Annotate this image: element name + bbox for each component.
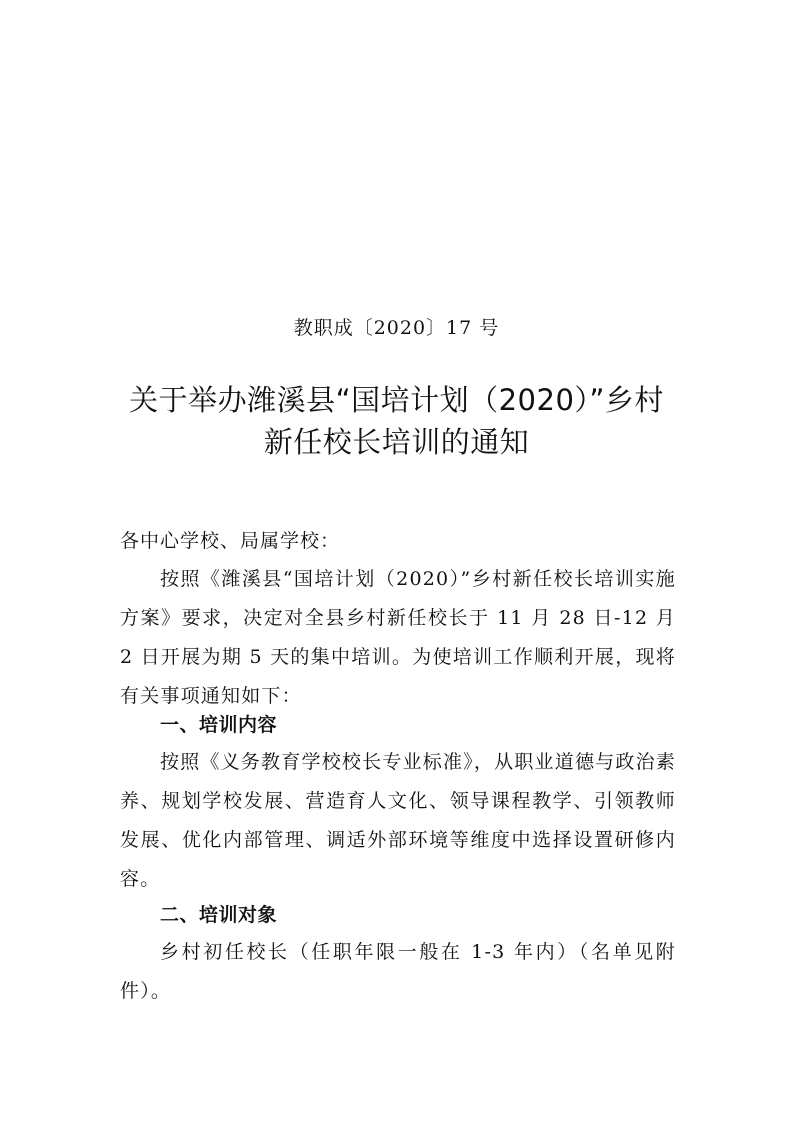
training-content-paragraph: 按照《义务教育学校校长专业标准》，从职业道德与政治素养、规划学校发展、营造育人文化、领导课程教学、引领教师发展、优化内部管理、调适外部环境等维度中选择设置研修内容。 — [120, 751, 676, 890]
training-target-paragraph: 乡村初任校长（任职年限一般在 1-3 年内）（名单见附件）。 — [120, 941, 676, 1002]
section-heading-training-content: 一、培训内容 — [160, 714, 278, 736]
addressee: 各中心学校、局属学校： — [120, 530, 341, 552]
intro-paragraph: 按照《潍溪县“国培计划（2020）”乡村新任校长培训实施方案》要求，决定对全县乡村新任校长于 11 月 28 日-12 月 2 日开展为期 5 天的集中培训。为使培训工作顺利开展，现将有关事项通知如下： — [120, 568, 676, 707]
document-title-line-1: 关于举办潍溪县“国培计划（2020）”乡村 — [129, 383, 664, 417]
document-number: 教职成〔2020〕17 号 — [293, 317, 500, 339]
document-title-line-2: 新任校长培训的通知 — [263, 425, 530, 459]
section-heading-training-target: 二、培训对象 — [160, 904, 278, 926]
